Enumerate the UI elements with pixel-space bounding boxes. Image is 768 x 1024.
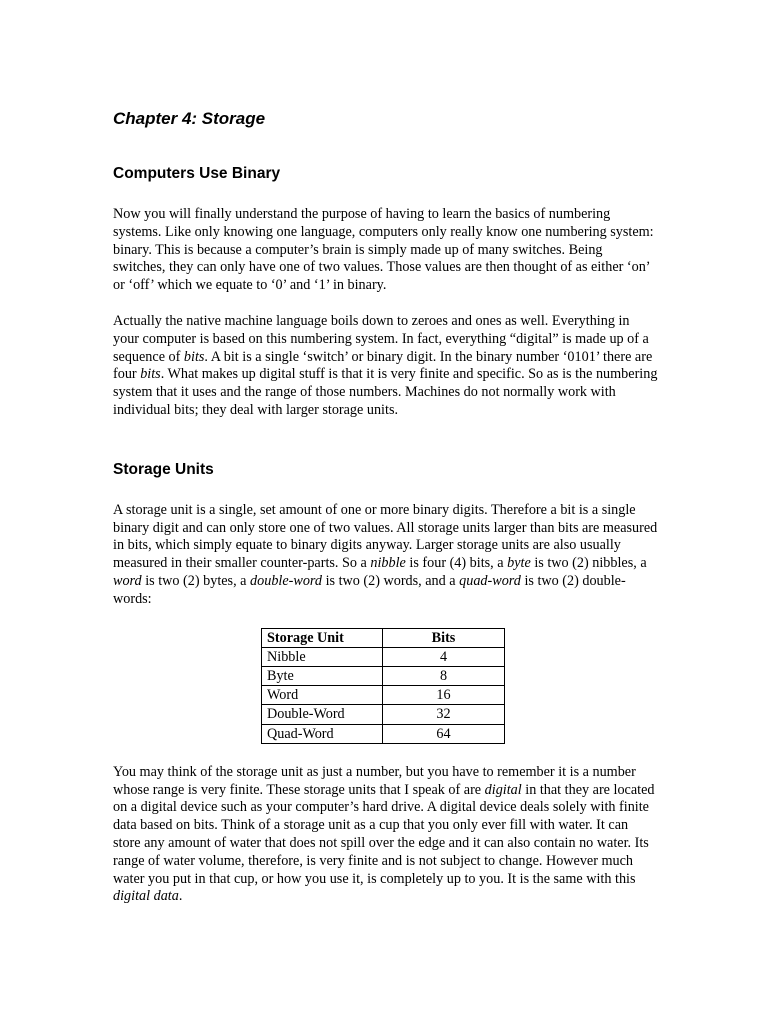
table-row — [262, 686, 505, 705]
text-run: . A bit is a single ‘switch’ or binary digit. In the binary number ‘0101’ there are four — [113, 348, 653, 383]
table-cell-unit: Quad-Word — [262, 724, 383, 743]
emphasized-term: word — [113, 572, 142, 589]
table-row — [262, 666, 505, 685]
text-run: . What makes up digital stuff is that it is very finite and specific. So as is the numbering system that it uses and the range of those numbers. Machines do not normally work with individual bits; they deal with larger storage units. — [113, 366, 658, 418]
emphasized-term: byte — [507, 555, 531, 572]
table-header-storage-unit: Storage Unit — [262, 628, 383, 647]
table-cell-bits: 32 — [383, 705, 505, 724]
table-cell-bits: 16 — [383, 686, 505, 705]
chapter-title: Chapter 4: Storage — [113, 109, 266, 128]
text-run: Actually the native machine language boils down to zeroes and ones as well. Everything in your computer is based on this numbering system. In fact, everything “digital” is made up of a sequence of — [113, 312, 649, 365]
table-row — [262, 647, 505, 666]
table-row — [262, 724, 505, 743]
emphasized-term: quad-word — [459, 572, 521, 589]
text-run: in that they are located on a digital device such as your computer’s hard drive. A digital device deals solely with finite data based on bits. Think of a storage unit as a cup that you only ever fill with water. It can store any amount of water that does not spill over the edge and it can also contain no water. Its range of water volume, therefore, is very finite and is not subject to change. However much water you put in that cup, or how you use it, is completely up to you. It is the same with this — [113, 781, 655, 887]
emphasized-term: digital data — [113, 888, 179, 905]
table-cell-unit: Double-Word — [262, 705, 383, 724]
text-run: Now you will finally understand the purpose of having to learn the basics of numbering systems. Like only knowing one language, computers only really know one numbering system: binary. This is because a computer’s brain is simply made up of many switches. Being switches, they can only have one of two values. Those values are then thought of as either ‘on’ or ‘off’ which we equate to ‘0’ and ‘1’ in binary. — [113, 206, 654, 294]
text-run: is two (2) words, and a — [322, 572, 460, 589]
section-title-storage-units: Storage Units — [113, 460, 214, 478]
emphasized-term: nibble — [370, 555, 406, 572]
storage-unit-table — [261, 628, 505, 744]
text-run: is two (2) nibbles, a — [530, 555, 647, 572]
text-run: is two (2) bytes, a — [141, 572, 251, 589]
table-row — [262, 705, 505, 724]
table-cell-bits: 64 — [383, 724, 505, 743]
text-run: A storage unit is a single, set amount of one or more binary digits. Therefore a bit is a single binary digit and can only store one of two values. All storage units larger than bits are measured in bits, which simply equate to binary digits anyway. Larger storage units are also usually measured in their smaller counter-parts. So a — [113, 501, 658, 572]
text-run: is four (4) bits, a — [405, 555, 508, 572]
table-cell-bits: 8 — [383, 666, 505, 685]
storage-unit-table-wrapper — [113, 628, 658, 744]
text-run: is two (2) double-words: — [113, 572, 626, 607]
paragraph — [113, 206, 658, 295]
text-run: . — [178, 888, 183, 905]
emphasized-term: bits — [183, 348, 205, 365]
text-run: You may think of the storage unit as just a number, but you have to remember it is a number whose range is very finite. These storage units that I speak of are — [113, 763, 636, 798]
document-page — [113, 108, 658, 906]
paragraph — [113, 764, 658, 906]
emphasized-term: digital — [484, 781, 522, 798]
emphasized-term: bits — [140, 366, 161, 383]
table-header-bits: Bits — [383, 628, 505, 647]
table-cell-unit: Word — [262, 686, 383, 705]
table-header-row — [262, 628, 505, 647]
table-cell-unit: Nibble — [262, 647, 383, 666]
emphasized-term: double-word — [250, 572, 323, 589]
table-cell-bits: 4 — [383, 647, 505, 666]
section-title-computers-use-binary: Computers Use Binary — [113, 165, 281, 182]
table-cell-unit: Byte — [262, 666, 383, 685]
paragraph — [113, 502, 658, 609]
paragraph — [113, 313, 658, 420]
